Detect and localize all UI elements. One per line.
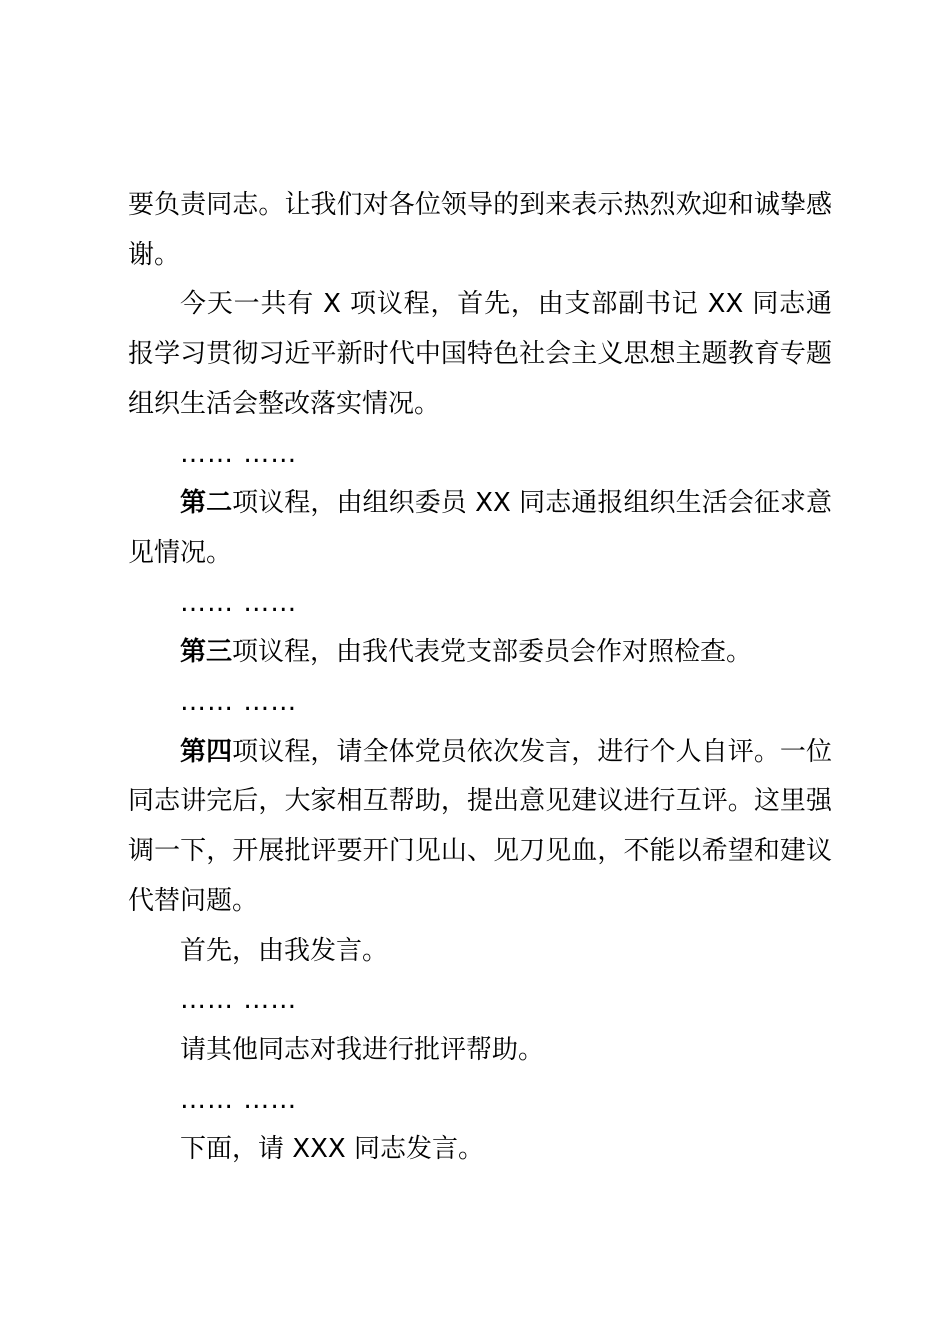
ellipsis-line: …… ……: [180, 1084, 298, 1115]
agenda-third-text: 项议程，由我代表党支部委员会作对照检查。: [232, 637, 753, 668]
paragraph-agenda-intro: 今天一共有 X 项议程，首先，由支部副书记 XX 同志通报学习贯彻习近平新时代中国特色社会主义思想主题教育专题组织生活会整改落实情况。: [128, 289, 832, 419]
paragraph-agenda-second: [128, 479, 832, 578]
agenda-fourth-text: 项议程，请全体党员依次发言，进行个人自评。一位同志讲完后，大家相互帮助，提出意见建议进行互评。这里强调一下，开展批评要开门见山、见刀见血，不能以希望和建议代替问题。: [128, 736, 832, 916]
ellipsis-line: …… ……: [180, 687, 298, 718]
ellipsis-line: …… ……: [180, 985, 298, 1016]
ellipsis-line: …… ……: [180, 587, 298, 618]
ordinal-third: 第三: [180, 637, 233, 668]
ellipsis-line: …… ……: [180, 438, 298, 469]
agenda-second-text: 项议程，由组织委员 XX 同志通报组织生活会征求意见情况。: [128, 488, 832, 568]
paragraph-continuation: 要负责同志。让我们对各位领导的到来表示热烈欢迎和诚挚感谢。: [128, 190, 832, 270]
paragraph-first-speaker: 首先，由我发言。: [180, 935, 389, 966]
paragraph-agenda-third: [128, 628, 832, 678]
ordinal-second: 第二: [180, 488, 233, 519]
document-body: [128, 181, 832, 1175]
paragraph-agenda-fourth: [128, 728, 832, 927]
paragraph-criticism-request: 请其他同志对我进行批评帮助。: [180, 1034, 545, 1065]
ordinal-fourth: 第四: [180, 736, 233, 767]
paragraph-next-speaker: 下面，请 XXX 同志发言。: [180, 1134, 484, 1165]
